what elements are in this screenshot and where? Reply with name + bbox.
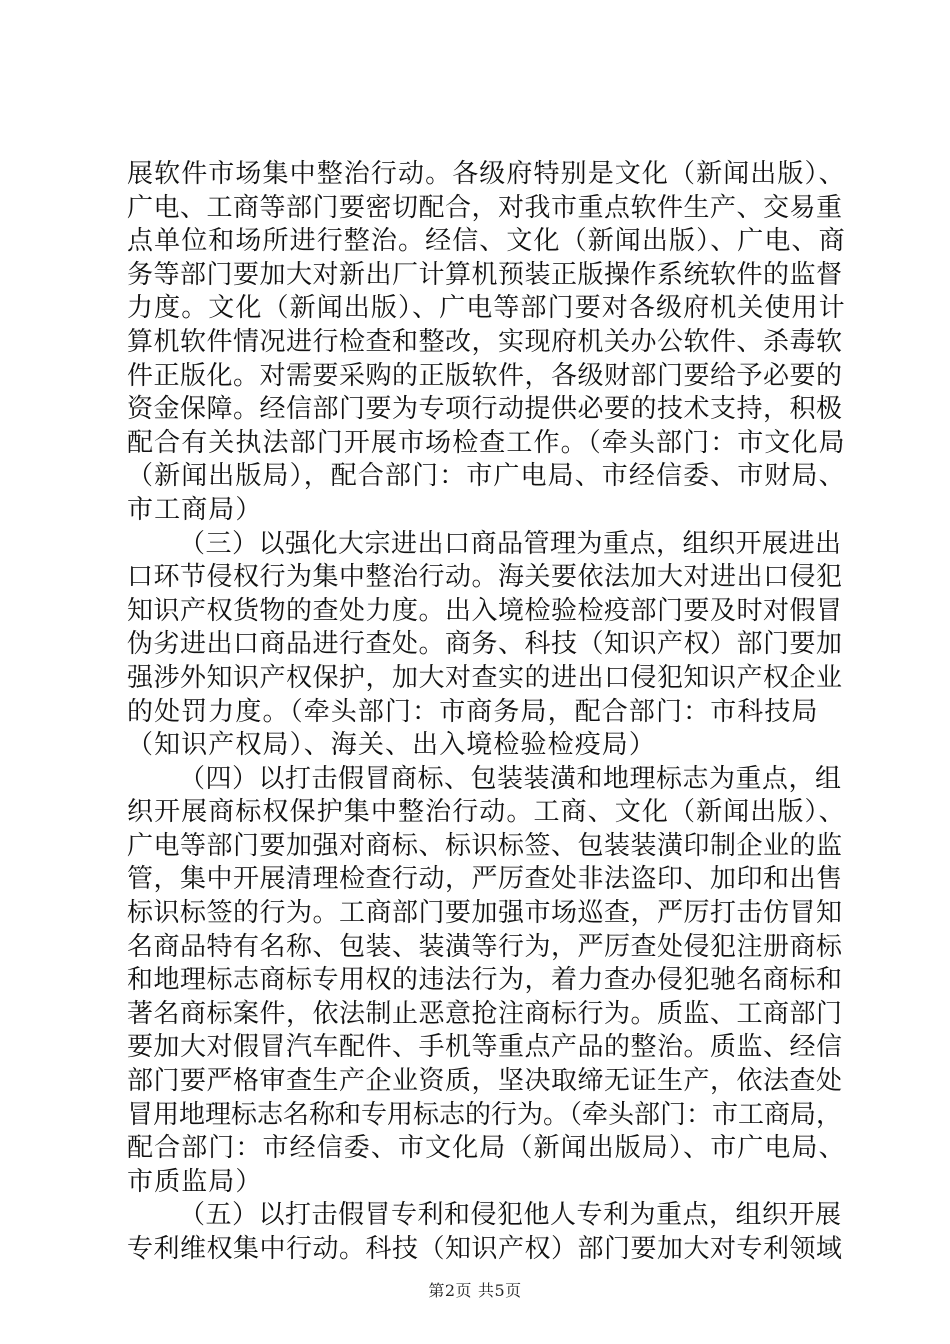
text-line: 市质监局）: [127, 1166, 263, 1197]
text-line: 件正版化。对需要采购的正版软件，各级财部门要给予必要的: [127, 360, 843, 391]
page-number: 第2页: [428, 1281, 472, 1300]
paragraph-heading-line: （三）以强化大宗进出口商品管理为重点，组织开展进出: [179, 528, 842, 559]
text-line: 的处罚力度。（牵头部门：市商务局，配合部门：市科技局: [127, 696, 819, 727]
page-footer: [0, 1278, 950, 1301]
text-line: 口环节侵权行为集中整治行动。海关要依法加大对进出口侵犯: [127, 562, 843, 593]
text-line: 标识标签的行为。工商部门要加强市场巡查，严厉打击仿冒知: [127, 898, 843, 929]
text-line: 和地理标志商标专用权的违法行为，着力查办侵犯驰名商标和: [127, 965, 843, 996]
text-line: 广电等部门要加强对商标、标识标签、包装装潢印制企业的监: [127, 830, 843, 861]
text-line: 名商品特有名称、包装、装潢等行为，严厉查处侵犯注册商标: [127, 931, 843, 962]
text-line: 部门要严格审查生产企业资质，坚决取缔无证生产，依法查处: [127, 1066, 843, 1097]
text-line: 知识产权货物的查处力度。出入境检验检疫部门要及时对假冒: [127, 595, 843, 626]
text-line: 要加大对假冒汽车配件、手机等重点产品的整治。质监、经信: [127, 1032, 843, 1063]
text-line: 配合有关执法部门开展市场检查工作。（牵头部门：市文化局: [127, 427, 846, 458]
text-line: 市工商局）: [127, 494, 263, 525]
text-line: 资金保障。经信部门要为专项行动提供必要的技术支持，积极: [127, 394, 843, 425]
text-line: 算机软件情况进行检查和整改，实现府机关办公软件、杀毒软: [127, 326, 843, 357]
text-line: 展软件市场集中整治行动。各级府特别是文化（新闻出版）、: [127, 159, 846, 189]
text-line: 管，集中开展清理检查行动，严厉查处非法盗印、加印和出售: [127, 864, 843, 895]
paragraph-heading-line: （四）以打击假冒商标、包装装潢和地理标志为重点，组: [179, 763, 842, 794]
text-line: 广电、工商等部门要密切配合，对我市重点软件生产、交易重: [127, 192, 843, 223]
text-line: 冒用地理标志名称和专用标志的行为。（牵头部门：市工商局，: [127, 1099, 843, 1130]
document-body: [127, 158, 847, 1267]
text-line: （知识产权局）、海关、出入境检验检疫局）: [127, 730, 657, 761]
page-total: 共5页: [478, 1281, 522, 1300]
text-line: 著名商标案件，依法制止恶意抢注商标行为。质监、工商部门: [127, 998, 843, 1029]
text-line: 伪劣进出口商品进行查处。商务、科技（知识产权）部门要加: [127, 629, 843, 660]
text-line: （新闻出版局），配合部门：市广电局、市经信委、市财局、: [127, 461, 846, 492]
text-line: 配合部门：市经信委、市文化局（新闻出版局）、市广电局、: [127, 1133, 846, 1164]
text-line: 专利维权集中行动。科技（知识产权）部门要加大对专利领域: [127, 1234, 843, 1264]
text-line: 强涉外知识产权保护，加大对查实的进出口侵犯知识产权企业: [127, 662, 843, 693]
text-line: 力度。文化（新闻出版）、广电等部门要对各级府机关使用计: [127, 293, 846, 324]
text-line: 织开展商标权保护集中整治行动。工商、文化（新闻出版）、: [127, 797, 846, 828]
paragraph-heading-line: （五）以打击假冒专利和侵犯他人专利为重点，组织开展: [179, 1200, 842, 1231]
text-line: 务等部门要加大对新出厂计算机预装正版操作系统软件的监督: [127, 259, 843, 290]
text-line: 点单位和场所进行整治。经信、文化（新闻出版）、广电、商: [127, 226, 846, 257]
